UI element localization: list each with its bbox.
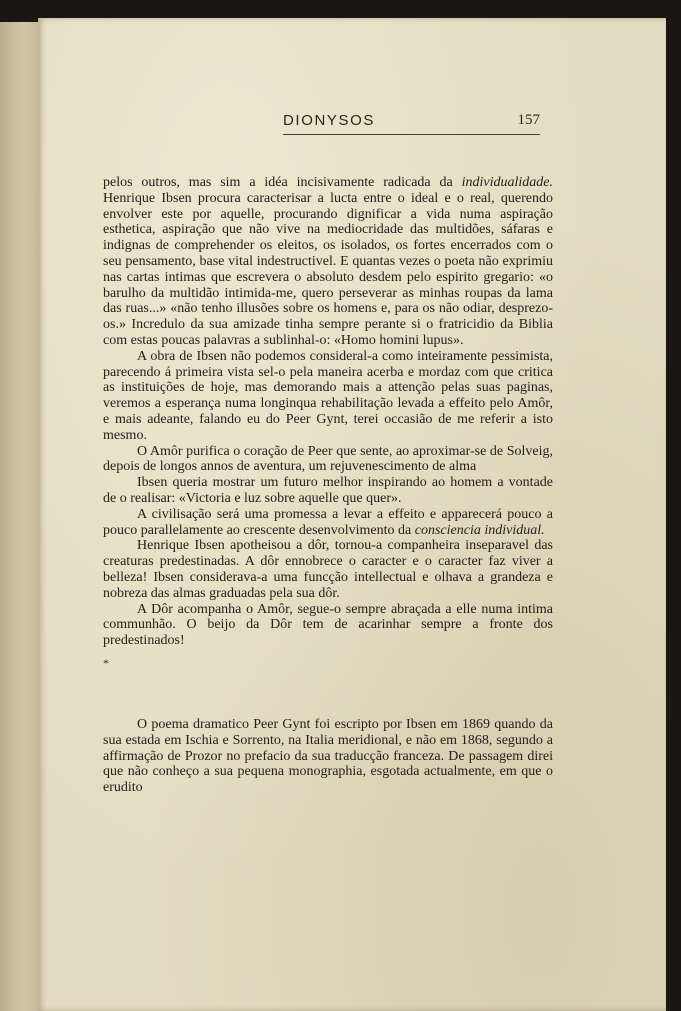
- paragraph: O Amôr purifica o coração de Peer que sente, ao aproximar-se de Solveig, depois de longos annos de aventura, um rejuvenescimento de alma: [103, 443, 553, 475]
- paragraph: A civilisação será uma promessa a levar a effeito e apparecerá pouco a pouco parallelamente ao crescente desenvolvimento da consciencia individual.: [103, 506, 553, 538]
- paragraph: A obra de Ibsen não podemos consideral-a como inteiramente pessimista, parecendo á primeira vista sel-o pela maneira acerba e mordaz com que critica as instituições de hoje, mas demorando mais a attenção pelas suas paginas, veremos a esperança numa longinqua rehabilitação levada a effeito pelo Amôr, e mais adeante, falando eu do Peer Gynt, terei occasião de me referir a isto mesmo.: [103, 348, 553, 443]
- running-title: DIONYSOS: [283, 112, 375, 129]
- previous-page-edge: [0, 22, 41, 1011]
- paragraph: pelos outros, mas sim a idéa incisivamente radicada da individualidade. Henrique Ibsen procura caracterisar a lucta entre o ideal e o real, querendo envolver este por aquelle, procurando dignificar a vida numa aspiração esthetica, aspiração que não vive na mediocridade das multidões, sáfaras e indignas de comprehender os eleitos, os isolados, os fortes encerrados com o seu pensamento, base vital indestructivel. E quantas vezes o poeta não exprimiu nas cartas intimas que escrevera o absoluto desdem pelo espirito gregario: «o barulho da multidão intimida-me, quero perseverar as minhas roupas da lama das ruas...» «não tenho illusões sobre os homens e, para os não odiar, desprezo-os.» Incredulo da sua amizade tinha sempre perante si o fratricidio da Biblia com estas poucas palavras a sublinhal-o: «Homo homini lupus».: [103, 175, 553, 348]
- paragraph: A Dôr acompanha o Amôr, segue-o sempre abraçada a elle numa intima communhão. O beijo da Dôr tem de acarinhar sempre a fronte dos predestinados!: [103, 601, 553, 649]
- page-header: [283, 112, 540, 135]
- paragraph: Ibsen queria mostrar um futuro melhor inspirando ao homem a vontade de o realisar: «Victoria e luz sobre aquelle que quer».: [103, 475, 553, 506]
- paragraph: Henrique Ibsen apotheisou a dôr, tornou-a companheira inseparavel das creaturas predestinadas. A dôr ennobrece o caracter e o caracter faz viver a belleza! Ibsen considerava-a uma funcção intellectual e olhava a grandeza e nobreza das almas graduadas pela sua dôr.: [103, 538, 553, 601]
- paragraph: O poema dramatico Peer Gynt foi escripto por Ibsen em 1869 quando da sua estada em Ischia e Sorrento, na Italia meridional, e não em 1868, segundo a affirmação de Prozor no prefacio da sua traducção franceza. De passagem direi que não conheço a sua pequena monographia, esgotada actualmente, em que o erudito: [103, 716, 553, 796]
- body-text: [103, 175, 553, 796]
- section-separator: *: [103, 655, 109, 670]
- page-number: 157: [517, 112, 540, 128]
